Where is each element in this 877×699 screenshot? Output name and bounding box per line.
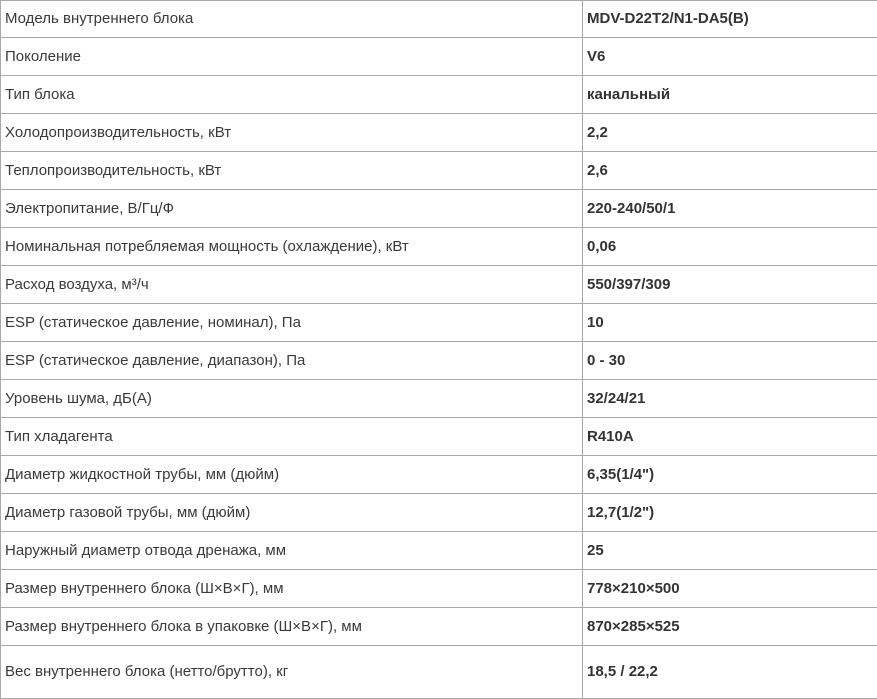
param-name: Наружный диаметр отвода дренажа, мм (1, 532, 583, 570)
param-name: Вес внутреннего блока (нетто/брутто), кг (1, 646, 583, 699)
param-name: ESP (статическое давление, номинал), Па (1, 304, 583, 342)
param-value: 0,06 (583, 228, 877, 266)
table-row (1, 114, 877, 152)
table-row (1, 418, 877, 456)
table-row (1, 190, 877, 228)
param-name: Размер внутреннего блока в упаковке (Ш×В×Г), мм (1, 608, 583, 646)
table-row (1, 76, 877, 114)
param-value: 870×285×525 (583, 608, 877, 646)
table-row (1, 380, 877, 418)
param-name: Размер внутреннего блока (Ш×В×Г), мм (1, 570, 583, 608)
param-value: 32/24/21 (583, 380, 877, 418)
table-row (1, 228, 877, 266)
param-name: ESP (статическое давление, диапазон), Па (1, 342, 583, 380)
param-name: Номинальная потребляемая мощность (охлаждение), кВт (1, 228, 583, 266)
param-value: MDV-D22T2/N1-DA5(B) (583, 1, 877, 38)
param-value: 6,35(1/4") (583, 456, 877, 494)
param-name: Диаметр газовой трубы, мм (дюйм) (1, 494, 583, 532)
param-name: Холодопроизводительность, кВт (1, 114, 583, 152)
param-value: канальный (583, 76, 877, 114)
param-value: 2,2 (583, 114, 877, 152)
param-value: 10 (583, 304, 877, 342)
table-row (1, 304, 877, 342)
param-name: Диаметр жидкостной трубы, мм (дюйм) (1, 456, 583, 494)
table-row (1, 38, 877, 76)
param-name: Модель внутреннего блока (1, 1, 583, 38)
table-row (1, 342, 877, 380)
table-row (1, 456, 877, 494)
param-value: R410A (583, 418, 877, 456)
table-row (1, 1, 877, 38)
param-name: Электропитание, В/Гц/Ф (1, 190, 583, 228)
param-value: 0 - 30 (583, 342, 877, 380)
param-value: 25 (583, 532, 877, 570)
param-name: Тип хладагента (1, 418, 583, 456)
param-value: 778×210×500 (583, 570, 877, 608)
param-value: 18,5 / 22,2 (583, 646, 877, 699)
param-value: 550/397/309 (583, 266, 877, 304)
param-name: Теплопроизводительность, кВт (1, 152, 583, 190)
param-name: Уровень шума, дБ(А) (1, 380, 583, 418)
table-row (1, 570, 877, 608)
table-row (1, 532, 877, 570)
param-value: V6 (583, 38, 877, 76)
param-value: 220-240/50/1 (583, 190, 877, 228)
table-row (1, 646, 877, 699)
table-row (1, 494, 877, 532)
param-name: Расход воздуха, м³/ч (1, 266, 583, 304)
table-row (1, 608, 877, 646)
table-row (1, 152, 877, 190)
param-value: 2,6 (583, 152, 877, 190)
table-row (1, 266, 877, 304)
param-name: Тип блока (1, 76, 583, 114)
param-name: Поколение (1, 38, 583, 76)
param-value: 12,7(1/2") (583, 494, 877, 532)
